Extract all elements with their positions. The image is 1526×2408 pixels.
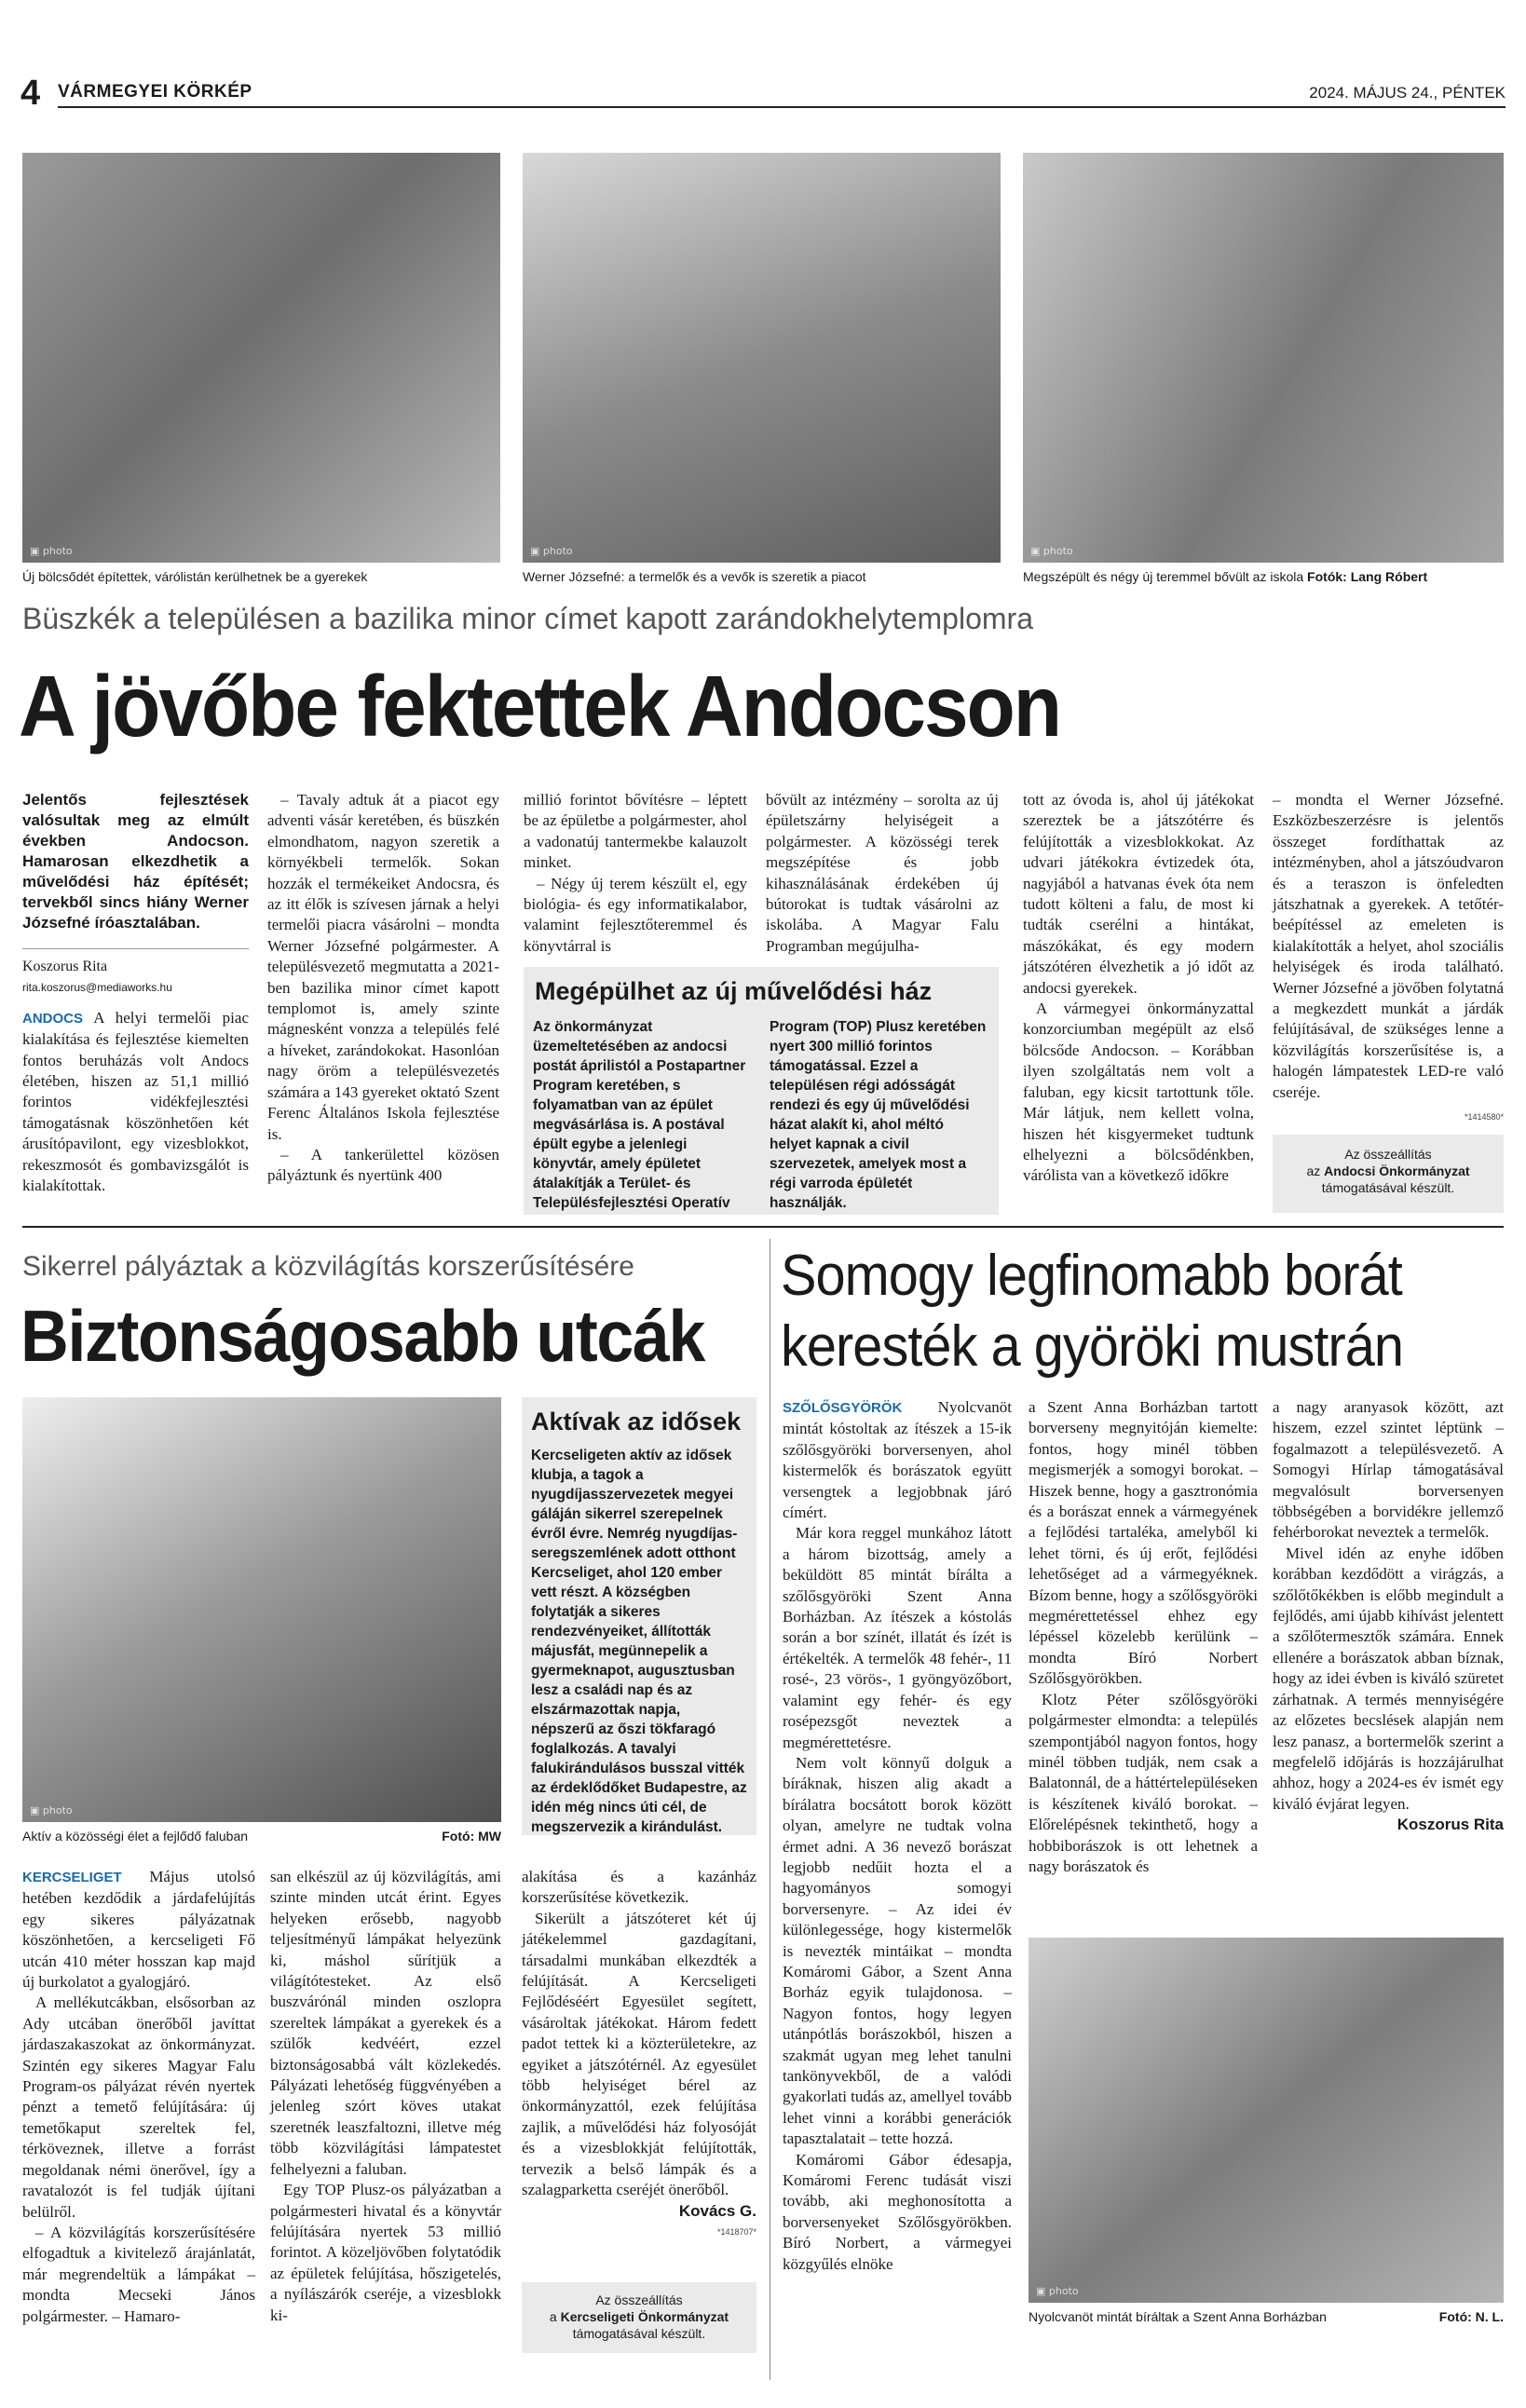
sponsor-name: Kercseligeti Önkormányzat (560, 2309, 729, 2324)
sponsor-box (1273, 1135, 1504, 1213)
headline-line2: keresték a györöki mustrán (781, 1314, 1404, 1379)
box-title: Megépülhet az új művelődési ház (535, 977, 933, 1005)
sponsor-prefix: az (1306, 1163, 1321, 1178)
paragraph: a nagy aranyasok között, azt hiszem, ezzel szintet léptünk – fogalmazott a településvezető. A Somogyi Hírlap támogatásával megvalósult borversenyen többségében a borvidékre jellemző fehérborokat neveztek a termelők. (1273, 1398, 1504, 1542)
sponsor-line: Az összeállítás (595, 2292, 683, 2307)
image-icon: ▣ photo (30, 1804, 73, 1816)
issue-date: 2024. MÁJUS 24., PÉNTEK (1309, 84, 1506, 102)
signature: Koszorus Rita (1397, 1816, 1504, 1834)
sponsor-prefix: a (549, 2309, 557, 2324)
paragraph: a Szent Anna Borházban tartott borverseny megnyitóján kiemelte: fontos, hogy minél többen megismerjék a somogyi borokat. – Hiszek benne, hogy a gasztronómia és a borászat ennek a vármegyének a fejlődési tartaléka, amelyből ki lehet törni, és új erőt, fejlődési lehetőséget ad a vármegyéknek. Bízom benne, hogy a szőlősgyöröki megmérettetéssel ehhez egy lépéssel közelebb kerülünk – mondta Bíró Norbert Szőlősgyörökben. (1029, 1398, 1258, 1688)
author-email: rita.koszorus@mediaworks.hu (22, 981, 172, 995)
article-code: *1418707* (716, 2226, 756, 2237)
image-icon: ▣ photo (530, 545, 573, 557)
sponsor-line: Az összeállítás (1344, 1147, 1432, 1162)
kicker: SZŐLŐSGYÖRÖK (783, 1400, 903, 1416)
paragraph-text: A helyi termelői piac kialakítása és fejlesztése kiemelten fontos beruházás volt Andocs életében, hiszen az 51,1 millió forintos vidékfejlesztési támogatásnak köszönhetően két árusítópavilont, egy vizesblokkot, rekeszmosót és gombavizsgálót is kialakítottak. (22, 1008, 249, 1195)
paragraph: Klotz Péter szőlősgyöröki polgármester elmondta: a település szempontjából nagyon fontos, hogy minél többen tudják, nem csak a Balatonnál, de a háttértelepüléseken is készítenek kiváló borokat. – Előrelépésnek tekinthető, hogy a hobbiborászok is ott lehetnek a nagy borászatok és (1029, 1690, 1258, 1875)
article-code: *1414580* (1464, 1112, 1504, 1122)
header-rule (58, 106, 1506, 108)
section-divider (22, 1226, 1504, 1228)
sponsor-line: támogatásával készült. (1321, 1180, 1455, 1195)
article-column (22, 790, 249, 1196)
headline-line1: Somogy legfinomabb borát (781, 1244, 1402, 1308)
paragraph: Mivel idén az enyhe időben korábban kezdődött a virágzás, a szőlőtőkékben is előbb megindult a fejlődés, ami újabb kihívást jelentett a szőlőtermesztők számára. Ennek ellenére a borászatok abban bíznak, hogy az idei évben is kiváló szüretet zárhatnak. A termés mennyiségére az előzetes becslések alapján nem lesz panasz, a bortermelők szerint a megfelelő időjárás is hozzájárulhat ahhoz, hogy a 2024-es év ismét egy kiváló évjárat legyen. (1273, 1544, 1504, 1813)
article-column (267, 790, 499, 1187)
paragraph: alakítása és a kazánház korszerűsítése következik. (522, 1868, 756, 1907)
lead: Jelentős fejlesztések valósultak meg az elmúlt években Andocson. Hamarosan elkezdhetik a művelődési ház építését; tervekből sincs hiány Werner Józsefné íróasztalában. (22, 791, 249, 932)
article-column (1029, 1397, 1258, 1877)
article-column (783, 1397, 1012, 2275)
photo-caption (1023, 568, 1504, 585)
article-column (522, 1867, 756, 2242)
article-column (1273, 790, 1504, 1128)
headline: A jövőbe fektettek Andocson (19, 658, 1061, 755)
paragraph-text: Nyolcvanöt mintát kóstoltak az ítészek a 15-ik szőlősgyöröki borversenyen, ahol kistermelők és borászatok együtt versengtek a legjobbnak járó címért. (783, 1398, 1012, 1522)
photo-caption: Nyolcvanöt mintát bíráltak a Szent Anna Borházban (1029, 2309, 1327, 2324)
photo-market (523, 153, 1001, 563)
paragraph: – A közvilágítás korszerűsítésére elfogadtuk a kivitelező árajánlatát, már megrendeltük a lámpákat – mondta Mecseki János polgármester. – Hamaro- (22, 2223, 255, 2325)
signature: Kovács G. (678, 2201, 756, 2220)
paragraph: Sikerült a játszóteret két új játékelemmel gazdagítani, társadalmi munkában elkezdték a felújítását. A Kercseligeti Fejlődéséért Egyesület segített, vásároltak játékokat. Három fedett padot tettek ki a közterületekre, az egyiket a játszótérnél. Az egyesület több helyiséget bérel az önkormányzattól, ezek felújítása zajlik, a művelődési ház folyosóját és a vizesblokkját felújították, tervezik a belső lámpák és a szalagparketta cseréjét önerőből. (522, 1909, 756, 2199)
photo-credit: Fotók: Lang Róbert (1307, 569, 1428, 584)
caption-text: Megszépült és négy új teremmel bővült az iskola (1023, 569, 1304, 584)
sponsor-box (522, 2282, 756, 2353)
paragraph: – Tavaly adtuk át a piacot egy adventi vásár keretében, és büszkén elmondhatom, nagyon szeretik a környékbeli termelők. Sokan hozzák el termékeiket Andocsra, és az itt élők is szívesen járnak a helyi termelői piacra vásárolni – mondta Werner Józsefné polgármester. A településvezető megmutatta a 2021-ben bazilika minor címet kapott templomot is, amely szinte mágnesként vonzza a település felé a híveket, zarándokokat. Hasonlóan nagy öröm a településvezetés számára a 143 gyereket oktató Szent Ferenc Általános Iskola fejlesztése is. (267, 791, 499, 1143)
image-icon: ▣ photo (30, 545, 73, 557)
sponsor-name: Andocsi Önkormányzat (1324, 1163, 1470, 1178)
paragraph: Egy TOP Plusz-os pályázatban a polgármesteri hivatal és a könyvtár felújítására nyertek 53 millió forintot. A közeljövőben folytatódik az épületek felújítása, hőszigetelés, a nyílászárók cseréje, a vizesblokk ki- (270, 2181, 501, 2324)
paragraph: – A tankerülettel közösen pályáztunk és nyertünk 400 (267, 1145, 499, 1185)
page-number: 4 (20, 74, 41, 113)
headline: Biztonságosabb utcák (20, 1295, 704, 1377)
sponsor-line: támogatásával készült. (572, 2326, 706, 2341)
box-text: Program (TOP) Plusz keretében nyert 300 millió forintos támogatással. Ezzel a településen régi adósságát rendezi és egy új művelődési házat alakít ki, ahol méltó helyet kapnak a civil szervezetek, amelyek most a régi varroda épületét használják. (770, 1019, 987, 1211)
author: Koszorus Rita (22, 959, 108, 974)
image-icon: ▣ photo (1030, 545, 1073, 557)
overline: Sikerrel pályáztak a közvilágítás korszerűsítésére (22, 1251, 634, 1282)
photo-caption: Werner Józsefné: a termelők és a vevők is szeretik a piacot (523, 569, 866, 584)
info-box (522, 1397, 756, 1835)
info-box (524, 967, 999, 1215)
paragraph (22, 1867, 255, 1993)
photo-credit: Fotó: N. L. (1438, 2309, 1504, 2324)
photo-nursery (22, 153, 500, 563)
paragraph: bővült az intézmény – sorolta az új épületszárny helyiségeit a polgármester. A közösségi terek megszépítése és jobb kihasználásának érdekében új bútorokat is tudtak vásárolni az iskolába. A Magyar Falu Programban megújulha- (766, 791, 999, 955)
paragraph: Komáromi Gábor édesapja, Komáromi Ferenc tudását viszi tovább, aki meghonosította a borversenyeket Szőlősgyörökben. Bíró Norbert, a vármegyei közgyűlés elnöke (783, 2150, 1012, 2273)
paragraph: Már kora reggel munkához látott a három bizottság, amely a beküldött 85 mintát bírálta a szőlősgyöröki Szent Anna Borházban. Az ítészek a kóstolás során a bor színét, illatát és ízét is értékelték. A termelők 48 fehér-, 11 rosé-, 23 vörös-, 1 gyöngyözőbort, valamint egy fehér- és egy rosépezsgőt neveztek a megmérettetésre. (783, 1524, 1012, 1751)
paragraph: A mellékutcákban, elsősorban az Ady utcában önerőből javíttat járdaszakaszokat az önkormányzat. Szintén egy sikeres Magyar Falu Program-os pályázat révén nyertek pénzt a temető felújítására: új temetőkaput szereltek fel, térköveznek, illetve a forrást megoldanak némi önerővel, így a ravatalozót is fel tudják újítani belülről. (22, 1993, 255, 2221)
photo-credit: Fotó: MW (442, 1829, 501, 1843)
kicker: KERCSELIGET (22, 1870, 122, 1885)
paragraph (22, 1008, 249, 1197)
section-title: VÁRMEGYEI KÖRKÉP (58, 82, 252, 102)
paragraph: A vármegyei önkormányzattal konzorciumban megépült az első bölcsőde Andocson. – Korábban ilyen szolgáltatás nem volt a faluban, egy kicsit tartottunk tőle. Már látjuk, nem kellett volna, hiszen hét kisgyermeket tudtunk elhelyezni a bölcsődénkben, várólista van a következő időkre (1023, 1000, 1254, 1185)
paragraph: – mondta el Werner Józsefné. Eszközbeszerzésre is jelentős összeget fordíthattak az intézményben, ahol a játszóudvaron és a teraszon is önfeledten játszhatnak a gyerekek. A tetőtér-beépítéssel az emeleten is kialakították a helyet, ahol szociális helyiségek és iroda található. Werner Józsefné a jövőben folytatná a megkezdett munkát a járdák felújításával, de szükséges lenne a közvilágítás korszerűsítése is, a halogén lámpatestek LED-re való cseréje. (1273, 791, 1504, 1101)
paragraph (783, 1397, 1012, 1523)
article-column (1023, 790, 1254, 1187)
paragraph: san elkészül az új közvilágítás, ami szinte minden utcát érint. Egyes helyeken erősebb, nagyobb teljesítményű lámpákat helyezünk ki, máshol sűrítjük a világítótesteket. Az első buszvárónál minden oszlopra szereltek lámpákat a gyerekek és a szülők kedvéért, ezzel biztonságosabbá vált közlekedés. Pályázati lehetőség függvényében a jelenleg szórt köves utakat szeretnék leaszfaltozni, illetve még több közvilágítási lámpatestet felhelyezni a faluban. (270, 1868, 501, 2178)
photo-community (22, 1397, 501, 1822)
article-column (270, 1867, 501, 2326)
article-column (1273, 1397, 1504, 1836)
box-text: Az önkormányzat üzemeltetésében az andocsi postát áprilistól a Postapartner Program keretében, s folyamatban van az épület megvásárlása is. A postával épült egybe a jelenlegi könyvtár, amely épületet átalakítják a Terület- és Településfejlesztési Operatív (533, 1019, 746, 1211)
paragraph: tott az óvoda is, ahol új játékokat szereztek be a játszótérre és felújították a vizesblokkokat. Az udvari játékokra évtizedek óta, nagyjából a hatvanas évek óta nem tudott költeni a falu, de most ki tudták cserélni a hintákat, mászókákat, és egy modern játszótéren élvezhetik a jó időt az andocsi gyerekek. (1023, 791, 1254, 997)
photo-caption: Aktív a közösségi élet a fejlődő faluban (22, 1829, 249, 1843)
paragraph: millió forintot bővítésre – léptett be az épületbe a polgármester, ahol a vadonatúj tantermekbe kalauzolt minket. (524, 791, 747, 872)
paragraph-text: Május utolsó hetében kezdődik a járdafelújítás egy sikeres pályázatnak köszönhetően, a kercseligeti Fő utcán 410 méter hosszan kap majd új burkolatot a gyalogjáró. (22, 1868, 255, 1992)
overline: Büszkék a településen a bazilika minor címet kapott zarándokhelytemplomra (22, 602, 1033, 635)
paragraph: Nem volt könnyű dolguk a bíráknak, hiszen alig akadt a bírálatra bocsátott borok között olyan, amelyre ne tudtak volna érmet adni. A 36 nevező borászat legjobb nedűit hozta el a hagyományos somogyi borversenyre. – Az idei év különlegessége, hogy kistermelők is nevezték mintáikat – mondta Komáromi Gábor, a Szent Anna Borház egyik tulajdonosa. – Nagyon fontos, hogy legyen utánpótlás borászokból, hiszen a szakmát ugyan meg lehet tanulni tankönyvekből, de a valódi gyakorlati tudás az, amellyel tovább lehet vinni a korábbi generációk tapasztalatait – tette hozzá. (783, 1753, 1012, 2148)
box-title: Aktívak az idősek (531, 1408, 742, 1435)
sponsor-line (1273, 1163, 1504, 1179)
kicker: ANDOCS (22, 1010, 84, 1027)
box-text: Kercseligeten aktív az idősek klubja, a tagok a nyugdíjasszervezetek megyei gáláján sikerrel szerepelnek évről évre. Nemrég nyugdíjas-seregszemlének adott otthont Kercseliget, ahol 120 ember vett részt. A községben folytatják a sikeres rendezvényeiket, állították májusfát, megünnepelik a gyermeknapot, augusztusban lesz a családi nap és az elszármazottak napja, népszerű az őszi tökfaragó foglalkozás. A tavalyi falukirándulásos busszal vitték az érdeklődőket Budapestre, az idén még nincs úti cél, de megszervezik a kirándulást. (531, 1448, 747, 1835)
paragraph: – Négy új terem készült el, egy biológia- és egy informatikalabor, valamint fejlesztőteremmel és könyvtárral is (524, 874, 747, 955)
image-icon: ▣ photo (1036, 2285, 1079, 2297)
article-column (766, 790, 999, 957)
photo-caption: Új bölcsődét építettek, várólistán kerülhetnek be a gyerekek (22, 569, 368, 584)
article-column (524, 790, 747, 957)
photo-wine-tasting (1029, 1938, 1504, 2303)
article-column (22, 1867, 255, 2327)
byline-divider (22, 948, 249, 949)
sponsor-line (522, 2308, 756, 2325)
photo-school (1023, 153, 1504, 563)
